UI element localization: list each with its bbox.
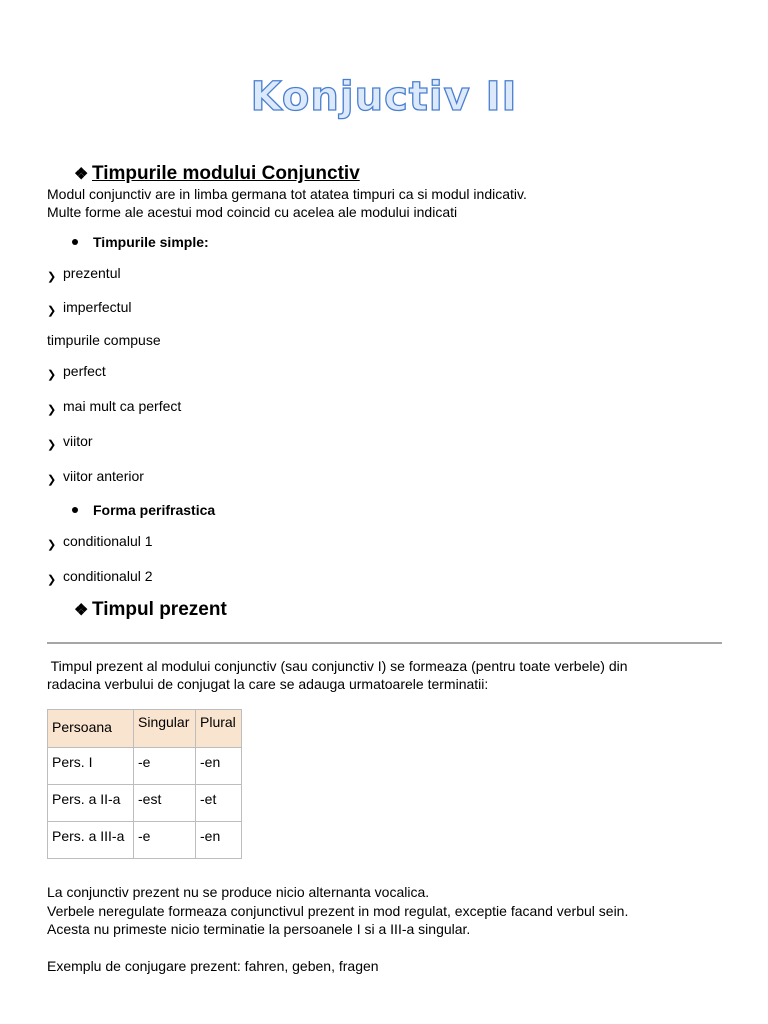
list-item <box>47 265 121 281</box>
chevron-right-icon: ❯ <box>47 438 57 451</box>
table-header-row <box>48 710 242 748</box>
paragraph-line: Timpul prezent al modului conjunctiv (sau conjunctiv I) se formeaza (pentru toate verbele) din <box>47 658 628 674</box>
sublist-heading-simple <box>72 234 209 250</box>
list-item <box>47 433 93 449</box>
note-line: Verbele neregulate formeaza conjunctivul prezent in mod regulat, exceptie facand verbul sein. <box>47 903 629 919</box>
chevron-right-icon: ❯ <box>47 304 57 317</box>
sublist-heading-text: Timpurile simple: <box>93 234 209 250</box>
document-title: Konjuctiv II <box>250 74 518 120</box>
list-item-text: mai mult ca perfect <box>63 398 182 414</box>
table-cell: Pers. a III-a <box>48 822 134 859</box>
table-row <box>48 748 242 785</box>
table-cell: -e <box>134 748 196 785</box>
diamond-bullet-icon: ❖ <box>74 166 89 183</box>
table-header-cell: Plural <box>196 710 242 748</box>
list-item-text: prezentul <box>63 265 121 281</box>
chevron-right-icon: ❯ <box>47 368 57 381</box>
list-item <box>47 533 153 549</box>
example-line: Exemplu de conjugare prezent: fahren, geben, fragen <box>47 958 379 974</box>
list-item <box>47 468 144 484</box>
table-cell: -est <box>134 785 196 822</box>
horizontal-divider <box>47 642 722 644</box>
list-item <box>47 363 106 379</box>
table-cell: -en <box>196 748 242 785</box>
list-item <box>47 398 181 414</box>
compound-label: timpurile compuse <box>47 332 161 348</box>
list-item-text: imperfectul <box>63 299 132 315</box>
table-header-cell: Singular <box>134 710 196 748</box>
intro-line: Modul conjunctiv are in limba germana tot atatea timpuri ca si modul indicativ. <box>47 186 527 202</box>
table-cell: -en <box>196 822 242 859</box>
chevron-right-icon: ❯ <box>47 270 57 283</box>
section-heading-present-tense <box>74 599 227 621</box>
diamond-bullet-icon: ❖ <box>74 602 89 619</box>
table-header-cell: Persoana <box>48 710 134 748</box>
list-item-text: viitor anterior <box>63 468 144 484</box>
chevron-right-icon: ❯ <box>47 473 57 486</box>
note-line: La conjunctiv prezent nu se produce nicio alternanta vocalica. <box>47 884 430 900</box>
list-item <box>47 568 153 584</box>
list-item-text: conditionalul 2 <box>63 568 153 584</box>
note-line: Acesta nu primeste nicio terminatie la persoanele I si a III-a singular. <box>47 921 471 937</box>
bullet-dot-icon <box>72 239 78 245</box>
section-heading-conjunctiv-tenses <box>74 163 360 185</box>
section-heading-text: Timpul prezent <box>92 599 227 620</box>
table-cell: Pers. I <box>48 748 134 785</box>
chevron-right-icon: ❯ <box>47 573 57 586</box>
intro-line: Multe forme ale acestui mod coincid cu acelea ale modului indicati <box>47 204 458 220</box>
table-cell: -et <box>196 785 242 822</box>
table-cell: -e <box>134 822 196 859</box>
sublist-heading-text: Forma perifrastica <box>93 502 216 518</box>
sublist-heading-periphrastic <box>72 502 215 518</box>
table-cell: Pers. a II-a <box>48 785 134 822</box>
bullet-dot-icon <box>72 507 78 513</box>
table-row <box>48 785 242 822</box>
paragraph-line: radacina verbului de conjugat la care se adauga urmatoarele terminatii: <box>47 676 489 692</box>
chevron-right-icon: ❯ <box>47 538 57 551</box>
section-heading-text: Timpurile modului Conjunctiv <box>92 163 360 184</box>
list-item <box>47 299 131 315</box>
list-item-text: viitor <box>63 433 93 449</box>
table-row <box>48 822 242 859</box>
chevron-right-icon: ❯ <box>47 403 57 416</box>
list-item-text: perfect <box>63 363 106 379</box>
list-item-text: conditionalul 1 <box>63 533 153 549</box>
endings-table <box>47 709 242 859</box>
